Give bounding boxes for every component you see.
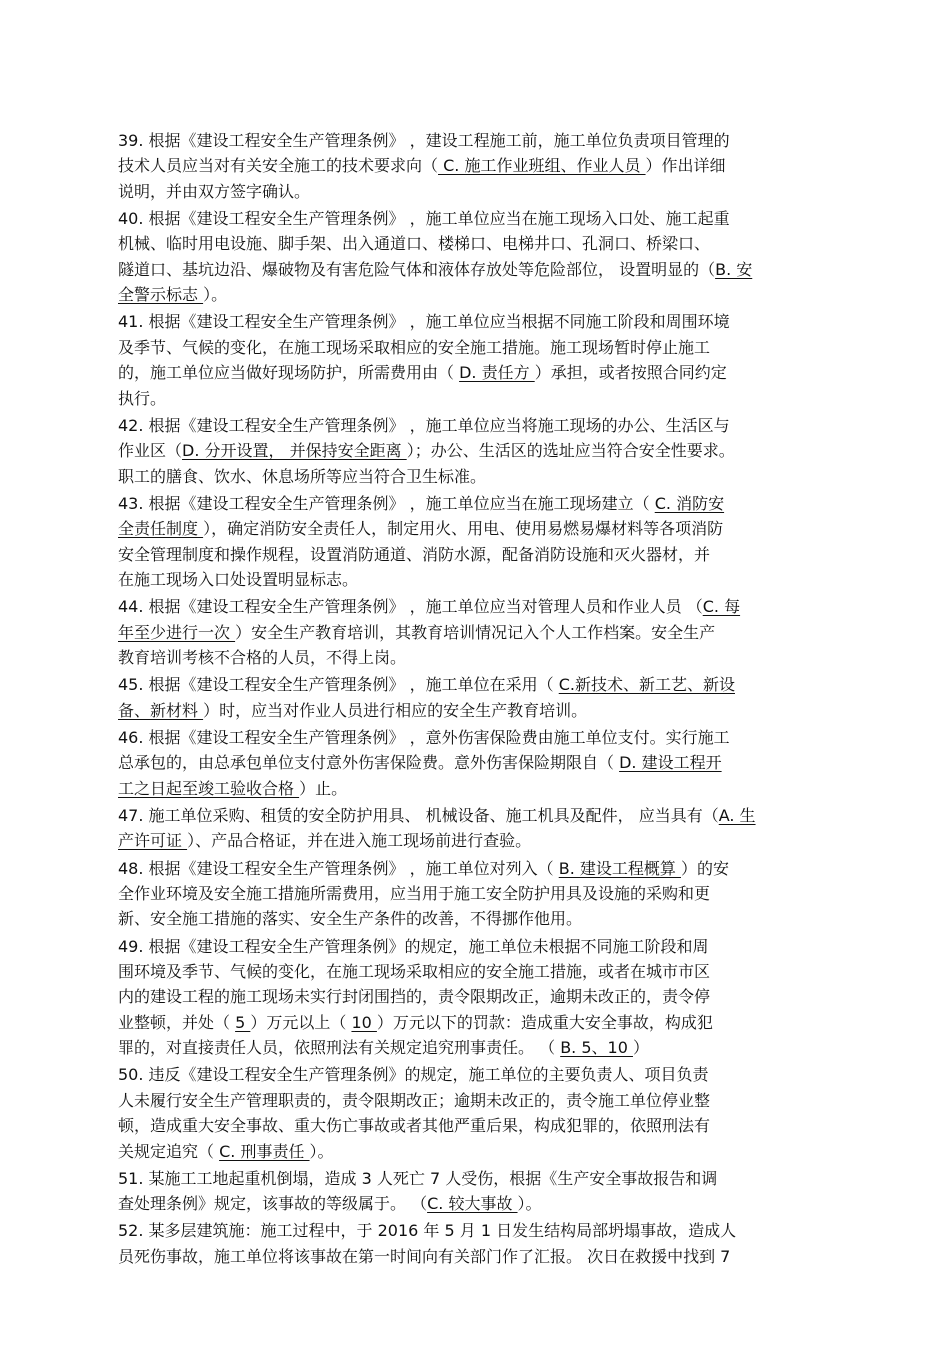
- question-text: 40. 根据《建设工程安全生产管理条例》 ，施工单位应当在施工现场入口处、施工起重: [118, 209, 730, 229]
- text-line: [118, 386, 838, 411]
- question-paragraph: [118, 856, 838, 932]
- question-text: 39. 根据《建设工程安全生产管理条例》 ，建设工程施工前，施工单位负责项目管理的: [118, 131, 730, 150]
- answer-text: 备、新材料: [118, 700, 204, 720]
- question-text: 隧道口、基坑边沿、爆破物及有害危险气体和液体存放处等危险部位， 设置明显的（: [118, 259, 716, 279]
- answer-text: D. 责任方: [459, 363, 535, 383]
- question-text: 员死伤事故，施工单位将该事故在第一时间向有关部门作了汇报。 次日在救援中找到 7: [118, 1246, 731, 1266]
- text-line: [118, 906, 838, 931]
- question-text: ）万元以下的罚款：造成重大安全事故，构成犯: [376, 1012, 713, 1032]
- question-text: ）时，应当对作业人员进行相应的安全生产教育培训。: [203, 700, 588, 720]
- question-paragraph: [118, 594, 838, 670]
- text-line: [118, 1113, 838, 1138]
- question-paragraph: [118, 803, 838, 854]
- text-line: [118, 1244, 838, 1269]
- question-text: 42. 根据《建设工程安全生产管理条例》 ，施工单位应当将施工现场的办公、生活区与: [118, 415, 730, 435]
- question-text: 关规定追究（: [118, 1141, 220, 1161]
- question-text: 45. 根据《建设工程安全生产管理条例》 ，施工单位在采用（: [118, 675, 559, 695]
- question-text: 罪的，对直接责任人员，依照刑法有关规定追究刑事责任。 （: [118, 1038, 561, 1058]
- text-line: [118, 491, 838, 516]
- answer-text: C. 每: [702, 597, 741, 617]
- text-line: [118, 464, 838, 489]
- question-text: 48. 根据《建设工程安全生产管理条例》 ，施工单位对列入（: [118, 858, 559, 878]
- text-line: [118, 438, 838, 463]
- text-line: [118, 698, 838, 723]
- text-line: [118, 828, 838, 853]
- question-text: 51. 某施工工地起重机倒塌，造成 3 人死亡 7 人受伤，根据《生产安全事故报告和调: [118, 1168, 718, 1188]
- question-text: ）作出详细: [645, 156, 726, 176]
- question-text: 围环境及季节、气候的变化，在施工现场采取相应的安全施工措施，或者在城市市区: [118, 961, 711, 981]
- question-text: 说明，并由双方签字确认。: [118, 181, 311, 201]
- text-line: [118, 206, 838, 231]
- question-text: 47. 施工单位采购、租赁的安全防护用具、 机械设备、施工机具及配件， 应当具有（: [118, 805, 719, 825]
- question-paragraph: [118, 309, 838, 411]
- text-line: [118, 360, 838, 385]
- question-text: ）；办公、生活区的选址应当符合安全性要求。: [406, 441, 735, 461]
- question-text: 安全管理制度和操作规程，设置消防通道、消防水源，配备消防设施和灭火器材，并: [118, 544, 711, 564]
- question-text: 52. 某多层建筑施：施工过程中，于 2016 年 5 月 1 日发生结构局部坍塌事故，造成人: [118, 1221, 737, 1241]
- answer-text: C. 消防安: [654, 493, 725, 513]
- question-paragraph: [118, 934, 838, 1061]
- question-text: 执行。: [118, 388, 167, 408]
- question-text: ）的安: [680, 858, 729, 878]
- text-line: [118, 959, 838, 984]
- answer-text: C.新技术、新工艺、新设: [558, 675, 735, 695]
- question-paragraph: [118, 1062, 838, 1164]
- question-text: ），确定消防安全责任人，制定用火、用电、使用易燃易爆材料等各项消防: [203, 519, 724, 539]
- question-text: 的，施工单位应当做好现场防护，所需费用由（: [118, 363, 460, 383]
- text-line: [118, 413, 838, 438]
- question-text: 全作业环境及安全施工措施所需费用，应当用于施工安全防护用具及设施的采购和更: [118, 883, 711, 903]
- text-line: [118, 1010, 838, 1035]
- answer-text: 工之日起至竣工验收合格: [118, 778, 300, 798]
- answer-text: B. 5、10: [560, 1038, 633, 1058]
- text-line: [118, 776, 838, 801]
- text-line: [118, 231, 838, 256]
- answer-text: B. 建设工程概算: [558, 858, 681, 878]
- text-line: [118, 179, 838, 204]
- text-line: [118, 257, 838, 282]
- text-line: [118, 128, 838, 153]
- text-line: [118, 153, 838, 178]
- text-line: [118, 620, 838, 645]
- question-text: 人未履行安全生产管理职责的，责令限期改正；逾期未改正的，责令施工单位停业整: [118, 1090, 711, 1110]
- text-line: [118, 1191, 838, 1216]
- text-line: [118, 645, 838, 670]
- question-paragraph: [118, 413, 838, 489]
- text-line: [118, 1062, 838, 1087]
- question-text: ）承担，或者按照合同约定: [534, 363, 727, 383]
- question-paragraph: [118, 206, 838, 308]
- question-paragraph: [118, 1166, 838, 1217]
- answer-text: C. 较大事故: [427, 1194, 518, 1214]
- text-line: [118, 594, 838, 619]
- question-text: 及季节、气候的变化，在施工现场采取相应的安全施工措施。施工现场暂时停止施工: [118, 337, 711, 357]
- question-text: ）安全生产教育培训，其教育培训情况记入个人工作档案。安全生产: [235, 622, 716, 642]
- text-line: [118, 542, 838, 567]
- answer-text: C. 刑事责任: [219, 1141, 310, 1161]
- text-line: [118, 672, 838, 697]
- answer-text: 年至少进行一次: [118, 622, 236, 642]
- answer-text: D. 分开设置， 并保持安全距离: [182, 441, 407, 461]
- question-text: 教育培训考核不合格的人员，不得上岗。: [118, 648, 407, 668]
- text-line: [118, 725, 838, 750]
- question-text: 46. 根据《建设工程安全生产管理条例》 ，意外伤害保险费由施工单位支付。实行施工: [118, 727, 730, 747]
- question-paragraph: [118, 128, 838, 204]
- text-line: [118, 750, 838, 775]
- answer-text: 产许可证: [118, 831, 188, 851]
- question-text: 新、安全施工措施的落实、安全生产条件的改善，不得挪作他用。: [118, 909, 583, 929]
- question-paragraph: [118, 725, 838, 801]
- question-text: 职工的膳食、饮水、休息场所等应当符合卫生标准。: [118, 466, 487, 486]
- question-text: ）: [632, 1038, 649, 1058]
- question-paragraph: [118, 491, 838, 593]
- text-line: [118, 282, 838, 307]
- answer-text: B. 安: [715, 259, 753, 279]
- question-text: ）万元以上（: [250, 1012, 352, 1032]
- question-text: 49. 根据《建设工程安全生产管理条例》的规定，施工单位未根据不同施工阶段和周: [118, 936, 709, 956]
- answer-text: D. 建设工程开: [619, 753, 722, 773]
- question-paragraph: [118, 1218, 838, 1269]
- question-text: 在施工现场入口处设置明显标志。: [118, 570, 359, 590]
- question-text: 总承包的，由总承包单位支付意外伤害保险费。意外伤害保险期限自（: [118, 753, 620, 773]
- question-text: 机械、临时用电设施、脚手架、出入通道口、楼梯口、电梯井口、孔洞口、桥梁口、: [118, 234, 711, 254]
- question-text: ）。: [517, 1194, 542, 1214]
- question-text: 43. 根据《建设工程安全生产管理条例》 ，施工单位应当在施工现场建立（: [118, 493, 655, 513]
- document-page: [118, 128, 838, 1271]
- answer-text: C. 施工作业班组、作业人员: [438, 156, 646, 176]
- question-text: ）。: [309, 1141, 334, 1161]
- text-line: [118, 567, 838, 592]
- text-line: [118, 934, 838, 959]
- question-text: 44. 根据《建设工程安全生产管理条例》 ，施工单位应当对管理人员和作业人员 （: [118, 597, 703, 617]
- answer-text: A. 生: [718, 805, 756, 825]
- text-line: [118, 335, 838, 360]
- text-line: [118, 1035, 838, 1060]
- text-line: [118, 1139, 838, 1164]
- question-text: 作业区（: [118, 441, 183, 461]
- question-paragraph: [118, 672, 838, 723]
- question-text: ）止。: [299, 778, 348, 798]
- question-text: 查处理条例》规定，该事故的等级属于。 （: [118, 1194, 428, 1214]
- question-text: 50. 违反《建设工程安全生产管理条例》的规定，施工单位的主要负责人、项目负责: [118, 1065, 709, 1085]
- question-text: ）。: [203, 285, 228, 305]
- text-line: [118, 516, 838, 541]
- text-line: [118, 803, 838, 828]
- text-line: [118, 984, 838, 1009]
- answer-text: 全责任制度: [118, 519, 204, 539]
- question-text: 41. 根据《建设工程安全生产管理条例》 ，施工单位应当根据不同施工阶段和周围环境: [118, 312, 730, 332]
- text-line: [118, 881, 838, 906]
- answer-text: 10: [351, 1012, 377, 1032]
- text-line: [118, 1166, 838, 1191]
- text-line: [118, 309, 838, 334]
- question-text: 顿，造成重大安全事故、重大伤亡事故或者其他严重后果，构成犯罪的，依照刑法有: [118, 1116, 711, 1136]
- answer-text: 5: [235, 1012, 251, 1032]
- question-text: 内的建设工程的施工现场未实行封闭围挡的，责令限期改正，逾期未改正的，责令停: [118, 987, 711, 1007]
- question-text: 技术人员应当对有关安全施工的技术要求向（: [118, 156, 439, 176]
- question-text: 业整顿，并处（: [118, 1012, 236, 1032]
- answer-text: 全警示标志: [118, 285, 204, 305]
- text-line: [118, 1088, 838, 1113]
- question-text: ）、产品合格证，并在进入施工现场前进行查验。: [187, 831, 532, 851]
- text-line: [118, 856, 838, 881]
- text-line: [118, 1218, 838, 1243]
